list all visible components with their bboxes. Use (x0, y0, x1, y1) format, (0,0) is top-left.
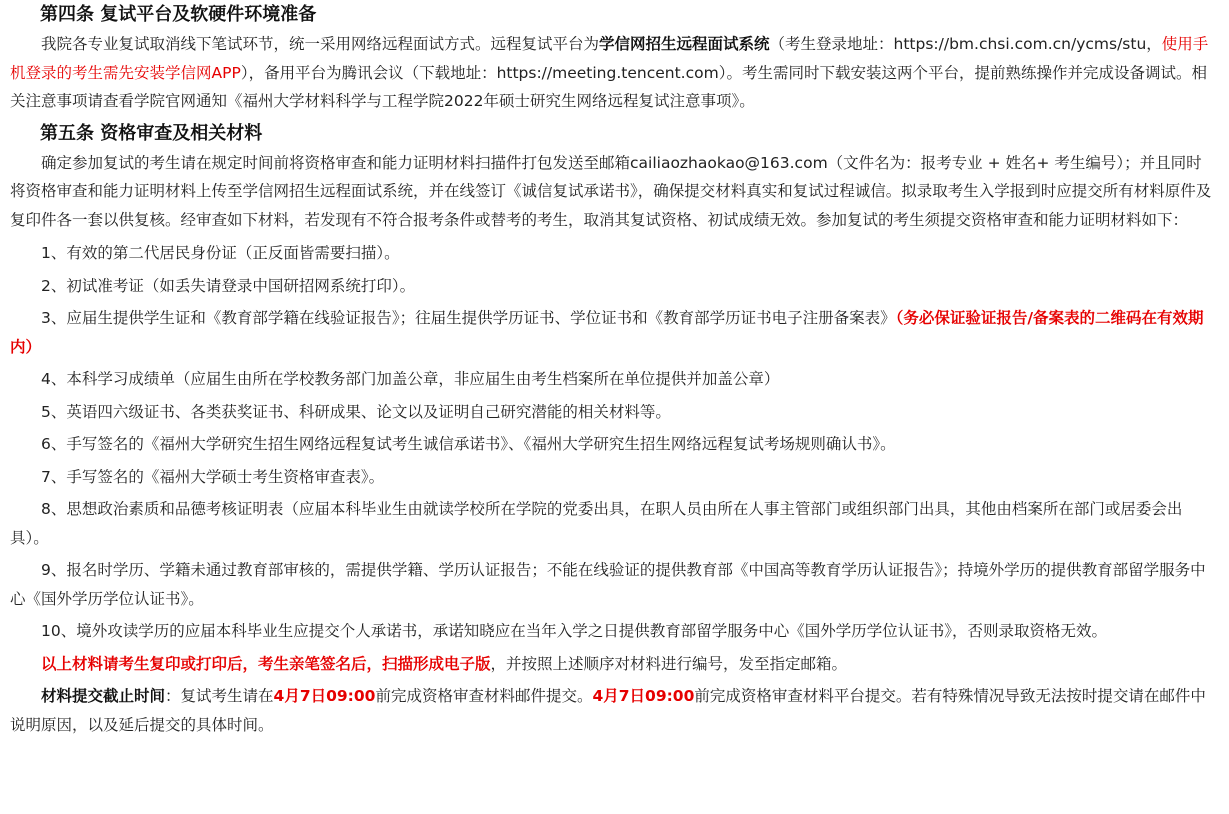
material-item-8: 8、思想政治素质和品德考核证明表（应届本科毕业生由就读学校所在学院的党委出具，在职人员由所在人事主管部门或组织部门出具，其他由档案所在部门或居委会出具）。 (10, 500, 1183, 547)
deadline-time-email: 4月7日09:00 (273, 687, 376, 705)
material-item-2: 2、初试准考证（如丢失请登录中国研招网系统打印）。 (41, 276, 416, 295)
s4-text-c: （考生登录地址：https://bm.chsi.com.cn/ycms/stu， (769, 35, 1162, 53)
deadline-paragraph (10, 682, 1213, 739)
s4-text-a: 我院各专业复试取消线下笔试环节，统一采用网络远程面试方式。远程复试平台为 (41, 35, 600, 53)
section-4-paragraph (10, 30, 1213, 116)
deadline-text-a: ：复试考生请在 (165, 687, 274, 705)
s4-text-e: ），备用平台为腾讯会议（下载地址：https://meeting.tencent.com）。考生需同时下载安装这两个平台，提前熟练操作并完成设备调试。相关注意事项请查看学院官网通知《福州大学材料科学与工程学院2022年硕士研究生网络远程复试注意事项》。 (10, 63, 1207, 110)
section-5-intro: 确定参加复试的考生请在规定时间前将资格审查和能力证明材料扫描件打包发送至邮箱cailiaozhaokao@163.com（文件名为：报考专业 + 姓名+ 考生编号）；并且同时将资格审查和能力证明材料上传至学信网招生远程面试系统，并在线签订《诚信复试承诺书》，确保提交材料真实和复试过程诚信。拟录取考生入学报到时应提交所有材料原件及复印件各一套以供复核。经审查如下材料，若发现有不符合报考条件或替考的考生，取消其复试资格、初试成绩无效。参加复试的考生须提交资格审查和能力证明材料如下： (10, 153, 1212, 229)
deadline-time-platform: 4月7日09:00 (592, 687, 695, 705)
material-item-9: 9、报名时学历、学籍未通过教育部审核的，需提供学籍、学历认证报告；不能在线验证的提供教育部《中国高等教育学历认证报告》；持境外学历的提供教育部留学服务中心《国外学历学位认证书》。 (10, 561, 1206, 608)
submission-note-rest: ，并按照上述顺序对材料进行编号，发至指定邮箱。 (490, 654, 848, 673)
deadline-text-b: 前完成资格审查材料邮件提交。 (375, 687, 593, 705)
material-item-5: 5、英语四六级证书、各类获奖证书、科研成果、论文以及证明自己研究潜能的相关材料等。 (41, 402, 671, 421)
material-item-3 (10, 304, 1213, 361)
item3-qr-warning: （务必保证验证报告/备案表的二维码在有效期内） (10, 309, 1204, 356)
section-5-heading: 第五条 资格审查及相关材料 (40, 122, 263, 144)
print-sign-scan-notice: 以上材料请考生复印或打印后，考生亲笔签名后，扫描形成电子版 (41, 654, 491, 673)
material-item-4: 4、本科学习成绩单（应届生由所在学校教务部门加盖公章，非应届生由考生档案所在单位提供并加盖公章） (41, 370, 780, 388)
material-item-7: 7、手写签名的《福州大学硕士考生资格审查表》。 (41, 467, 385, 486)
item3-text: 3、应届生提供学生证和《教育部学籍在线验证报告》；往届生提供学历证书、学位证书和《教育部学历证书电子注册备案表》 (41, 309, 896, 327)
material-item-1: 1、有效的第二代居民身份证（正反面皆需要扫描）。 (41, 244, 400, 262)
material-item-10: 10、境外攻读学历的应届本科毕业生应提交个人承诺书，承诺知晓应在当年入学之日提供教育部留学服务中心《国外学历学位认证书》，否则录取资格无效。 (41, 622, 1107, 640)
mobile-app-notice: 使用手机登录的考生需先安装学信网APP (10, 35, 1209, 82)
material-item-6: 6、手写签名的《福州大学研究生招生网络远程复试考生诚信承诺书》、《福州大学研究生招生网络远程复试考场规则确认书》。 (41, 435, 896, 453)
platform-name: 学信网招生远程面试系统 (599, 35, 770, 53)
deadline-label: 材料提交截止时间 (41, 687, 166, 705)
submission-note (10, 650, 1213, 679)
section-4-heading: 第四条 复试平台及软硬件环境准备 (40, 4, 317, 25)
deadline-text-c: 前完成资格审查材料平台提交。若有特殊情况导致无法按时提交请在邮件中说明原因，以及延后提交的具体时间。 (10, 687, 1206, 734)
